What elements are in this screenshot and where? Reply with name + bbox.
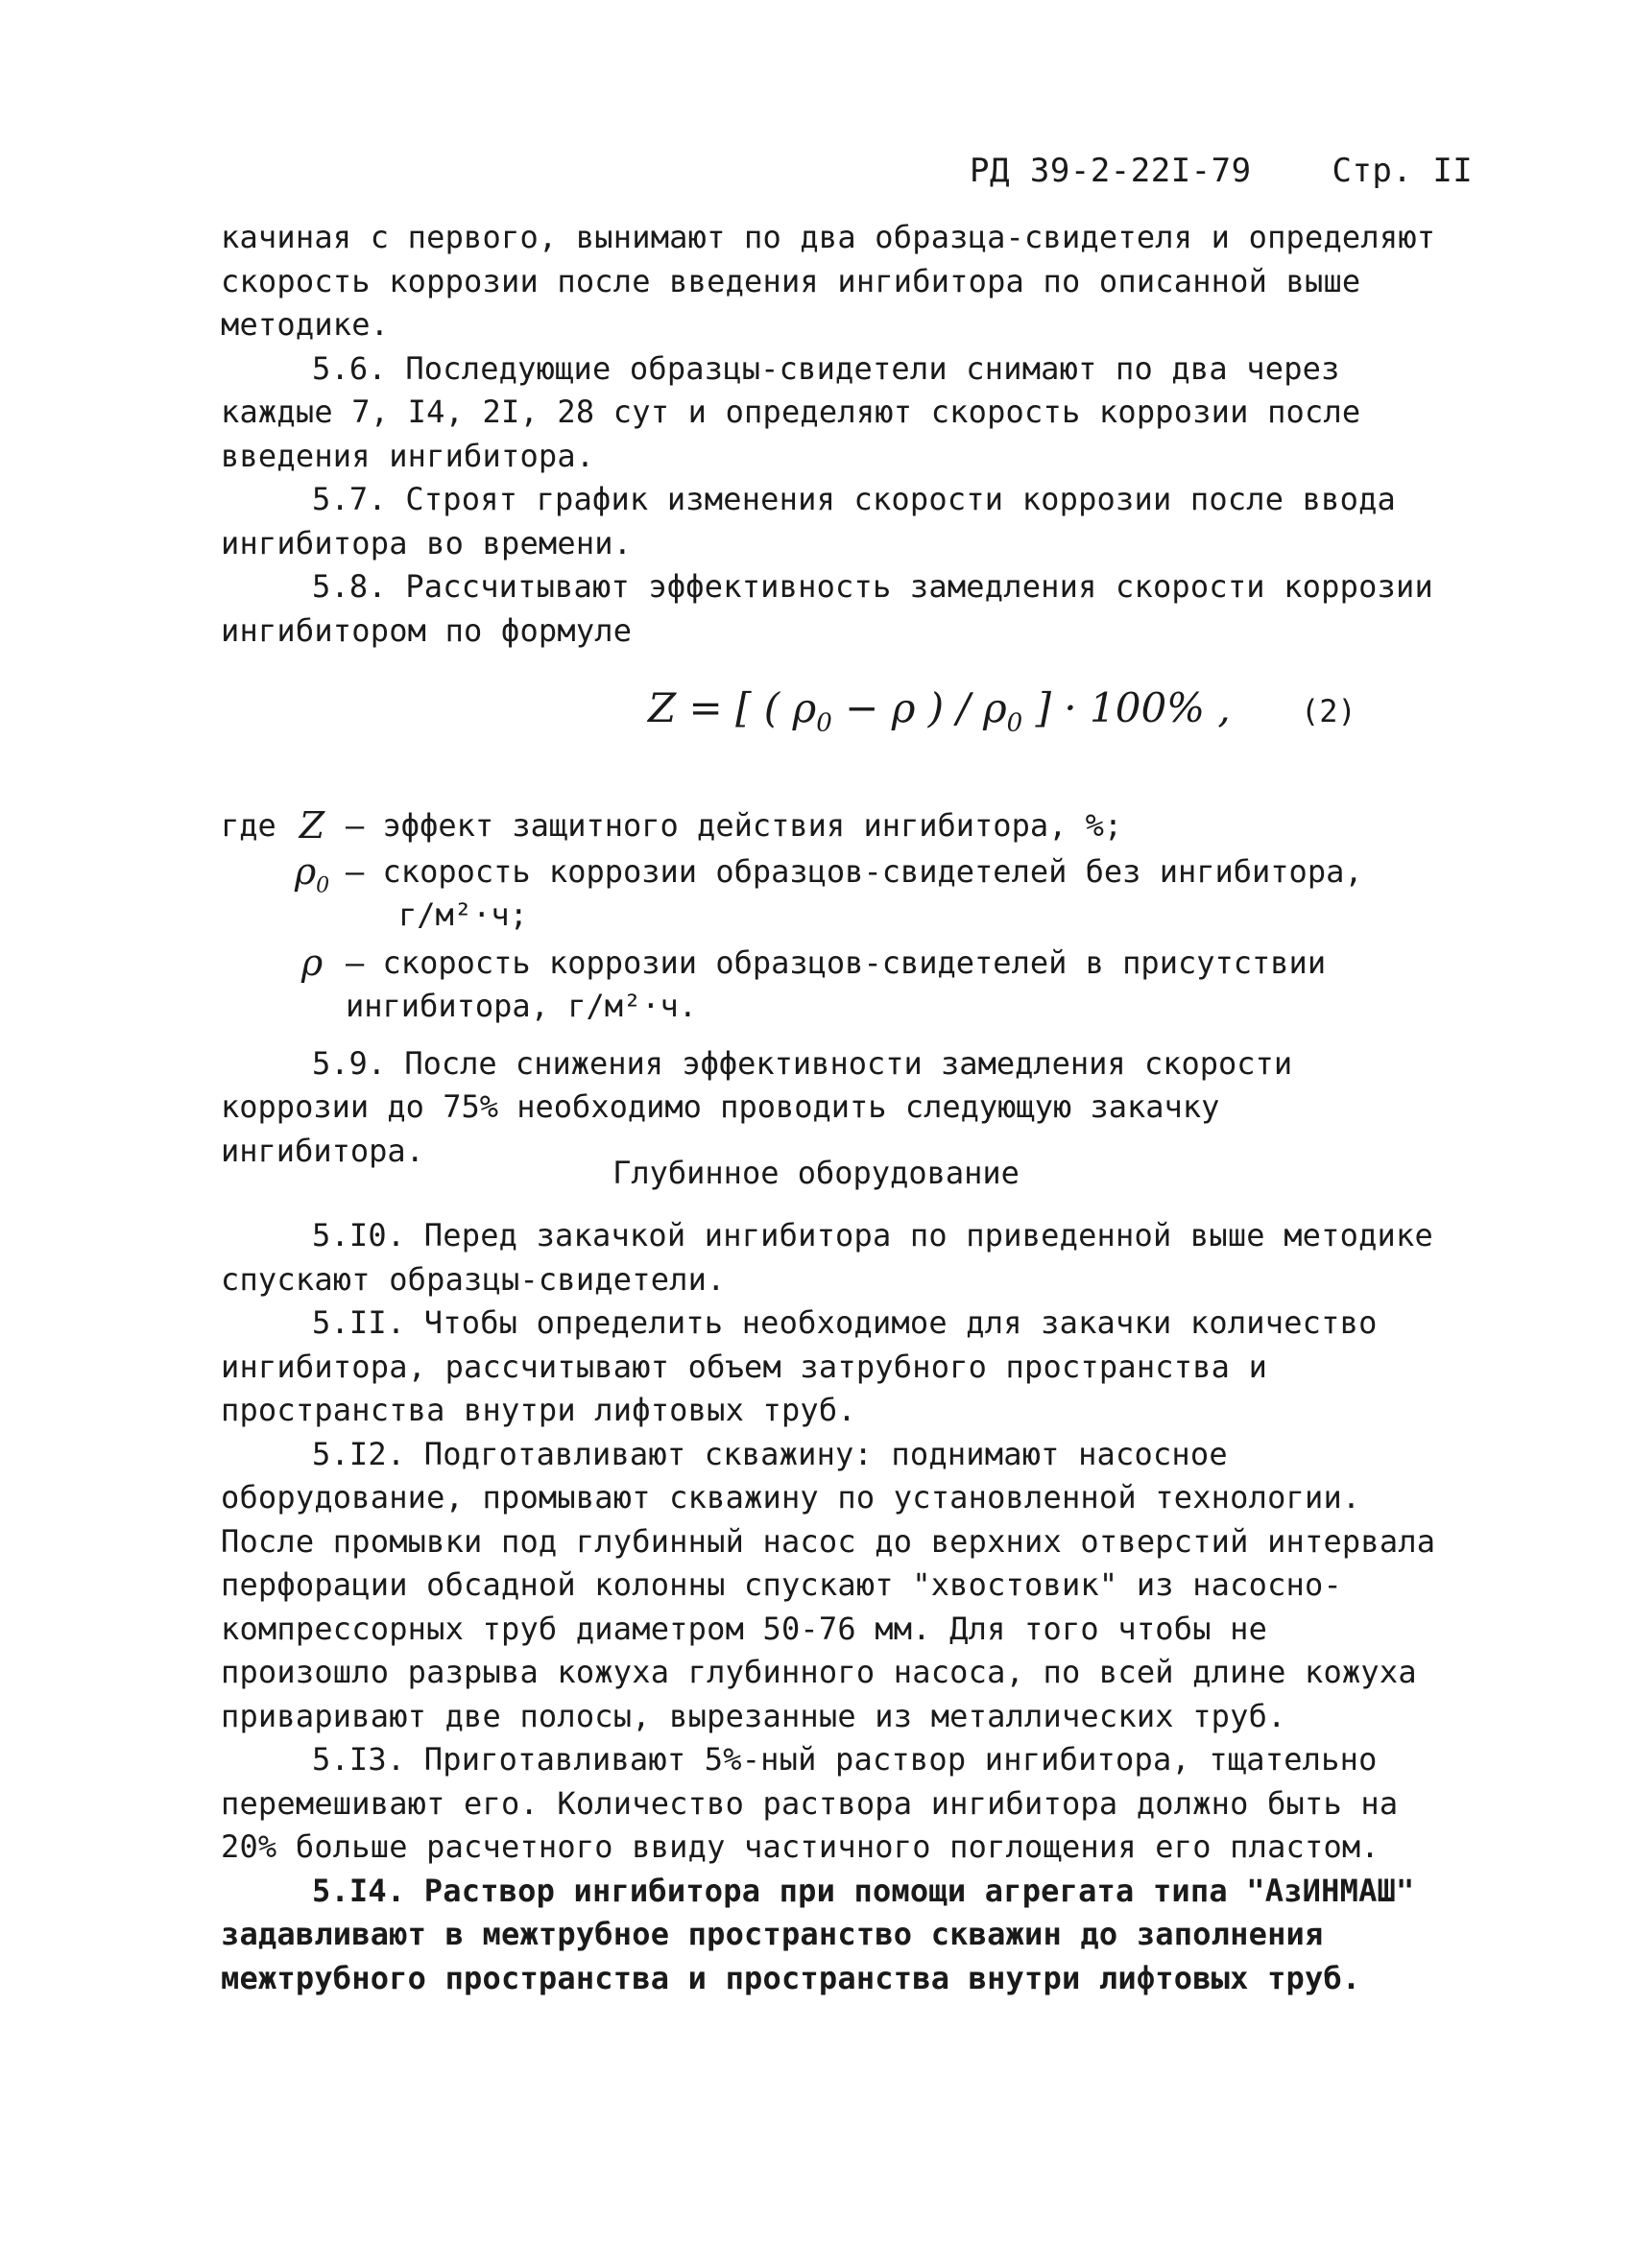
paragraph-5-10: 5.I0. Перед закачкой ингибитора по приведенной выше методике спускают образцы-свидетели. <box>221 1217 1433 1298</box>
definition-rho0 <box>221 850 1440 938</box>
definition-rho <box>221 942 1440 1029</box>
paragraph-5-9: 5.9. После снижения эффективности замедления скорости коррозии до 75% необходимо проводить следующую закачку ингибитора. <box>221 1044 1293 1169</box>
paragraph-5-12: 5.I2. Подготавливают скважину: поднимают насосное оборудование, промывают скважину по установленной технологии. После промывки под глубинный насос до верхних отверстий интервала перфорации обсадной колонны спускают "хвостовик" из насосно-компрессорных труб диаметром 50-76 мм. Для того чтобы не произошло разрыва кожуха глубинного насоса, по всей длине кожуха приваривают две полосы, вырезанные из металлических труб. <box>221 1435 1436 1734</box>
definition-lead: где <box>221 807 276 844</box>
definition-rho0-text: – скорость коррозии образцов-свидетелей без ингибитора, <box>346 852 1363 890</box>
text-block-top <box>221 216 1440 653</box>
page-number: Стр. II <box>1332 152 1474 190</box>
definition-rho0-unit: г/м²·ч; <box>398 896 528 933</box>
paragraph-5-14: 5.I4. Раствор ингибитора при помощи агрегата типа "АзИНМАШ" задавливают в межтрубное пространство скважин до заполнения межтрубного пространства и пространства внутри лифтовых труб. <box>221 1872 1415 1996</box>
symbol-rho: ρ <box>300 941 324 984</box>
definition-z-text: – эффект защитного действия ингибитора, %; <box>346 807 1123 844</box>
paragraph-5-11: 5.II. Чтобы определить необходимое для закачки количество ингибитора, рассчитывают объем затрубного пространства и пространства внутри лифтовых труб. <box>221 1304 1378 1428</box>
paragraph-5-13: 5.I3. Приготавливают 5%-ный раствор ингибитора, тщательно перемешивают его. Количество раствора ингибитора должно быть на 20% больше расчетного ввиду частичного поглощения его пластом. <box>221 1741 1399 1865</box>
formula-number: (2) <box>1301 693 1356 729</box>
paragraph-5-7: 5.7. Строят график изменения скорости коррозии после ввода ингибитора во времени. <box>221 481 1397 561</box>
paragraph-continuation: качиная с первого, вынимают по два образца-свидетеля и определяют скорость коррозии после введения ингибитора по описанной выше методике. <box>221 219 1436 343</box>
text-block-bottom <box>221 1214 1440 2000</box>
formula-efficiency: Z = [ ( $\rho_0 - \rho$ ) / $\rho_0$ ] · 100% , <box>648 684 1231 738</box>
definition-rho-text: – скорость коррозии образцов-свидетелей в присутствии ингибитора, г/м²·ч. <box>346 943 1327 1024</box>
definition-z <box>221 804 1440 848</box>
paragraph-5-6: 5.6. Последующие образцы-свидетели снимают по два через каждые 7, I4, 2I, 28 сут и определяют скорость коррозии после введения ингибитора. <box>221 349 1361 474</box>
symbol-z: Z <box>299 804 325 847</box>
section-heading: Глубинное оборудование <box>612 1155 1020 1191</box>
definitions-list <box>221 804 1440 1173</box>
symbol-rho0: $\rho_0$ <box>294 849 330 898</box>
doc-code: РД 39-2-22I-79 <box>970 152 1252 190</box>
paragraph-5-8: 5.8. Рассчитывают эффективность замедления скорости коррозии ингибитором по формуле <box>221 568 1433 649</box>
page-header <box>970 152 1473 190</box>
